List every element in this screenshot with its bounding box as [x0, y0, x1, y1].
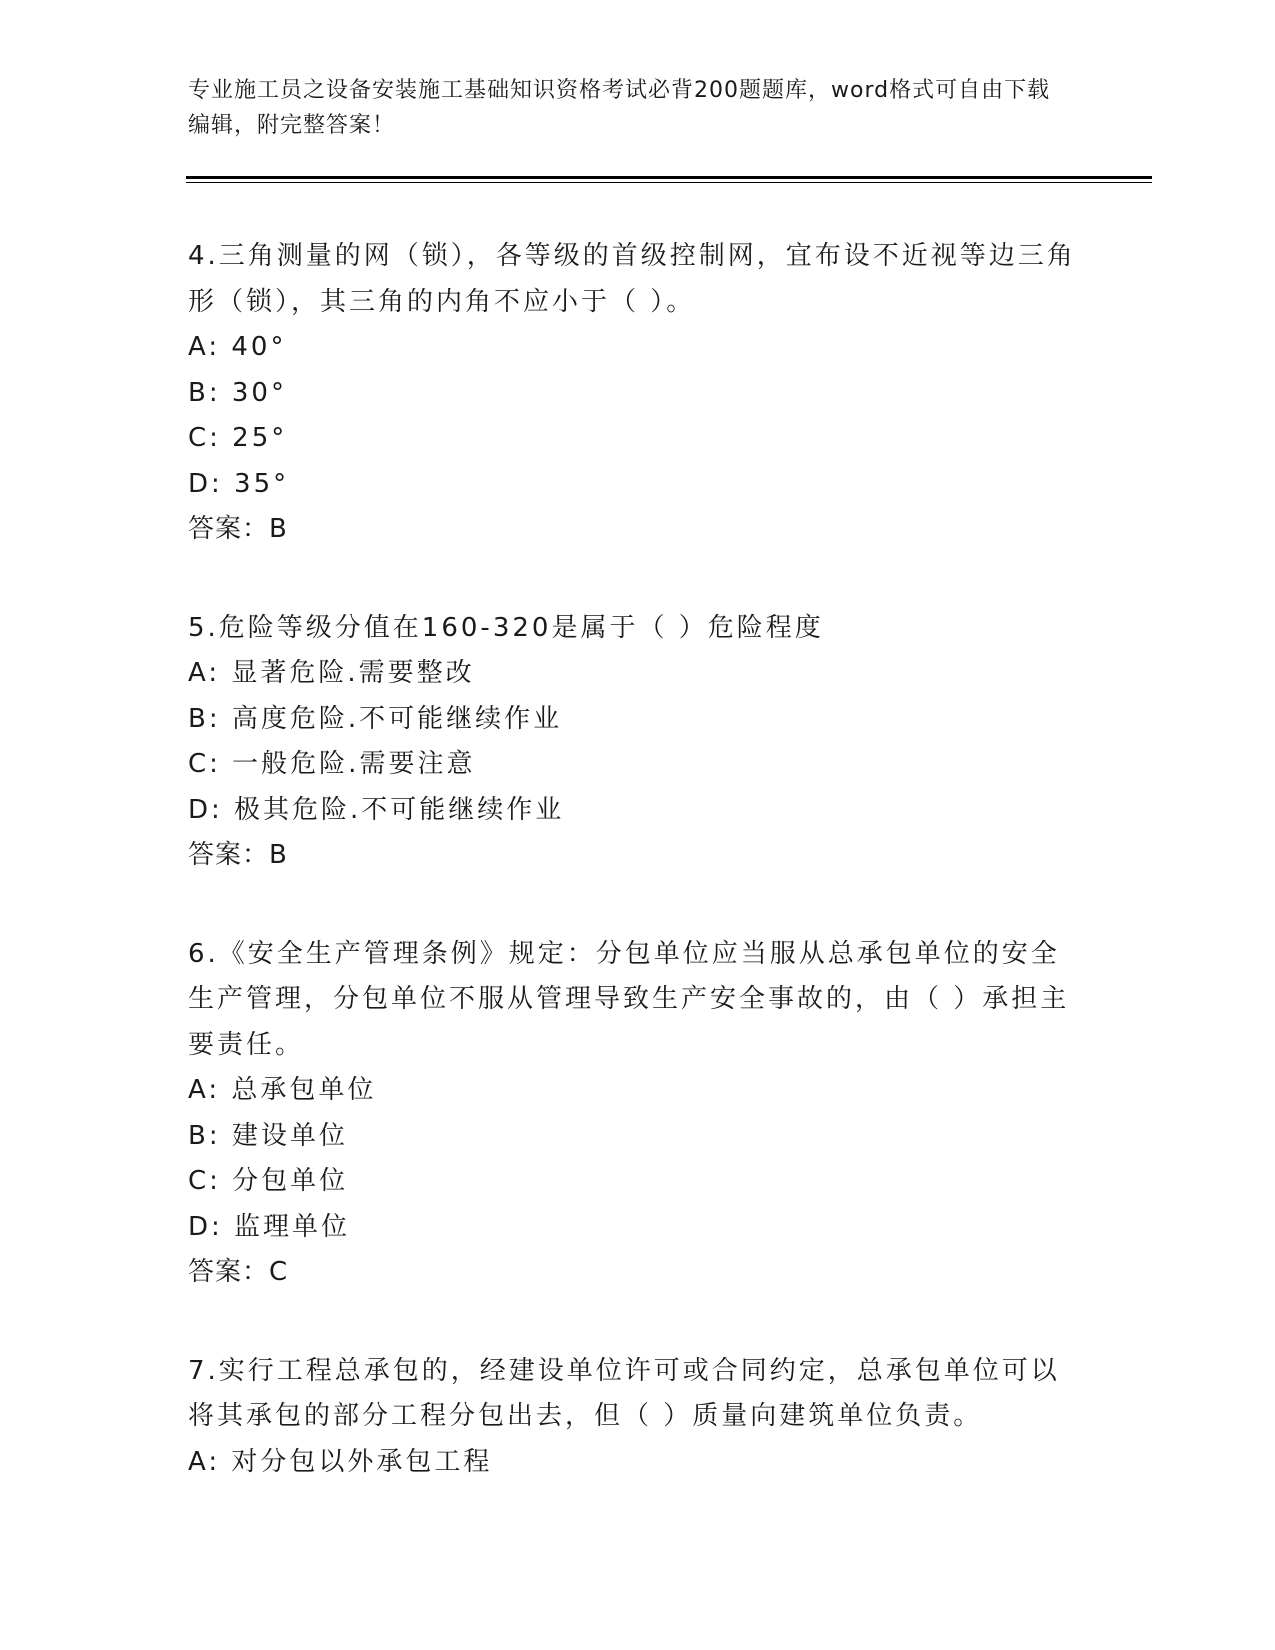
option-b: B: 30°: [188, 377, 287, 408]
option-b: B: 建设单位: [188, 1120, 348, 1151]
question-4: [188, 234, 1088, 553]
option-a: A: 总承包单位: [188, 1075, 377, 1105]
option-a: A: 显著危险.需要整改: [188, 658, 475, 688]
header-divider-thick: [186, 176, 1152, 179]
answer-line: 答案：C: [188, 1257, 289, 1287]
option-a: A: 对分包以外承包工程: [188, 1446, 493, 1477]
option-c: C: 一般危险.需要注意: [188, 749, 476, 779]
document-header: 专业施工员之设备安装施工基础知识资格考试必背200题题库，word格式可自由下载编辑，附完整答案！: [188, 78, 1051, 138]
header-divider-thin: [186, 182, 1152, 183]
option-a: A: 40°: [188, 332, 287, 362]
option-c: C: 分包单位: [188, 1166, 349, 1196]
question-stem: 4.三角测量的网（锁），各等级的首级控制网，宜布设不近视等边三角形（锁），其三角的内角不应小于（ ）。: [188, 241, 1076, 317]
question-stem: 7.实行工程总承包的，经建设单位许可或合同约定，总承包单位可以将其承包的部分工程分包出去，但（ ）质量向建筑单位负责。: [188, 1355, 1060, 1431]
option-b: B: 高度危险.不可能继续作业: [188, 703, 563, 734]
question-list: [188, 234, 1088, 1538]
option-d: D: 监理单位: [188, 1211, 351, 1242]
option-c: C: 25°: [188, 423, 288, 453]
question-stem: 5.危险等级分值在160-320是属于（ ）危险程度: [188, 612, 824, 643]
option-d: D: 35°: [188, 468, 290, 499]
question-6: [188, 932, 1088, 1296]
question-5: [188, 606, 1088, 879]
question-7: [188, 1349, 1088, 1486]
question-stem: 6.《安全生产管理条例》规定：分包单位应当服从总承包单位的安全生产管理，分包单位不服从管理导致生产安全事故的，由（ ）承担主要责任。: [188, 938, 1070, 1060]
answer-line: 答案：B: [188, 840, 288, 870]
option-d: D: 极其危险.不可能继续作业: [188, 794, 565, 825]
answer-line: 答案：B: [188, 514, 288, 544]
